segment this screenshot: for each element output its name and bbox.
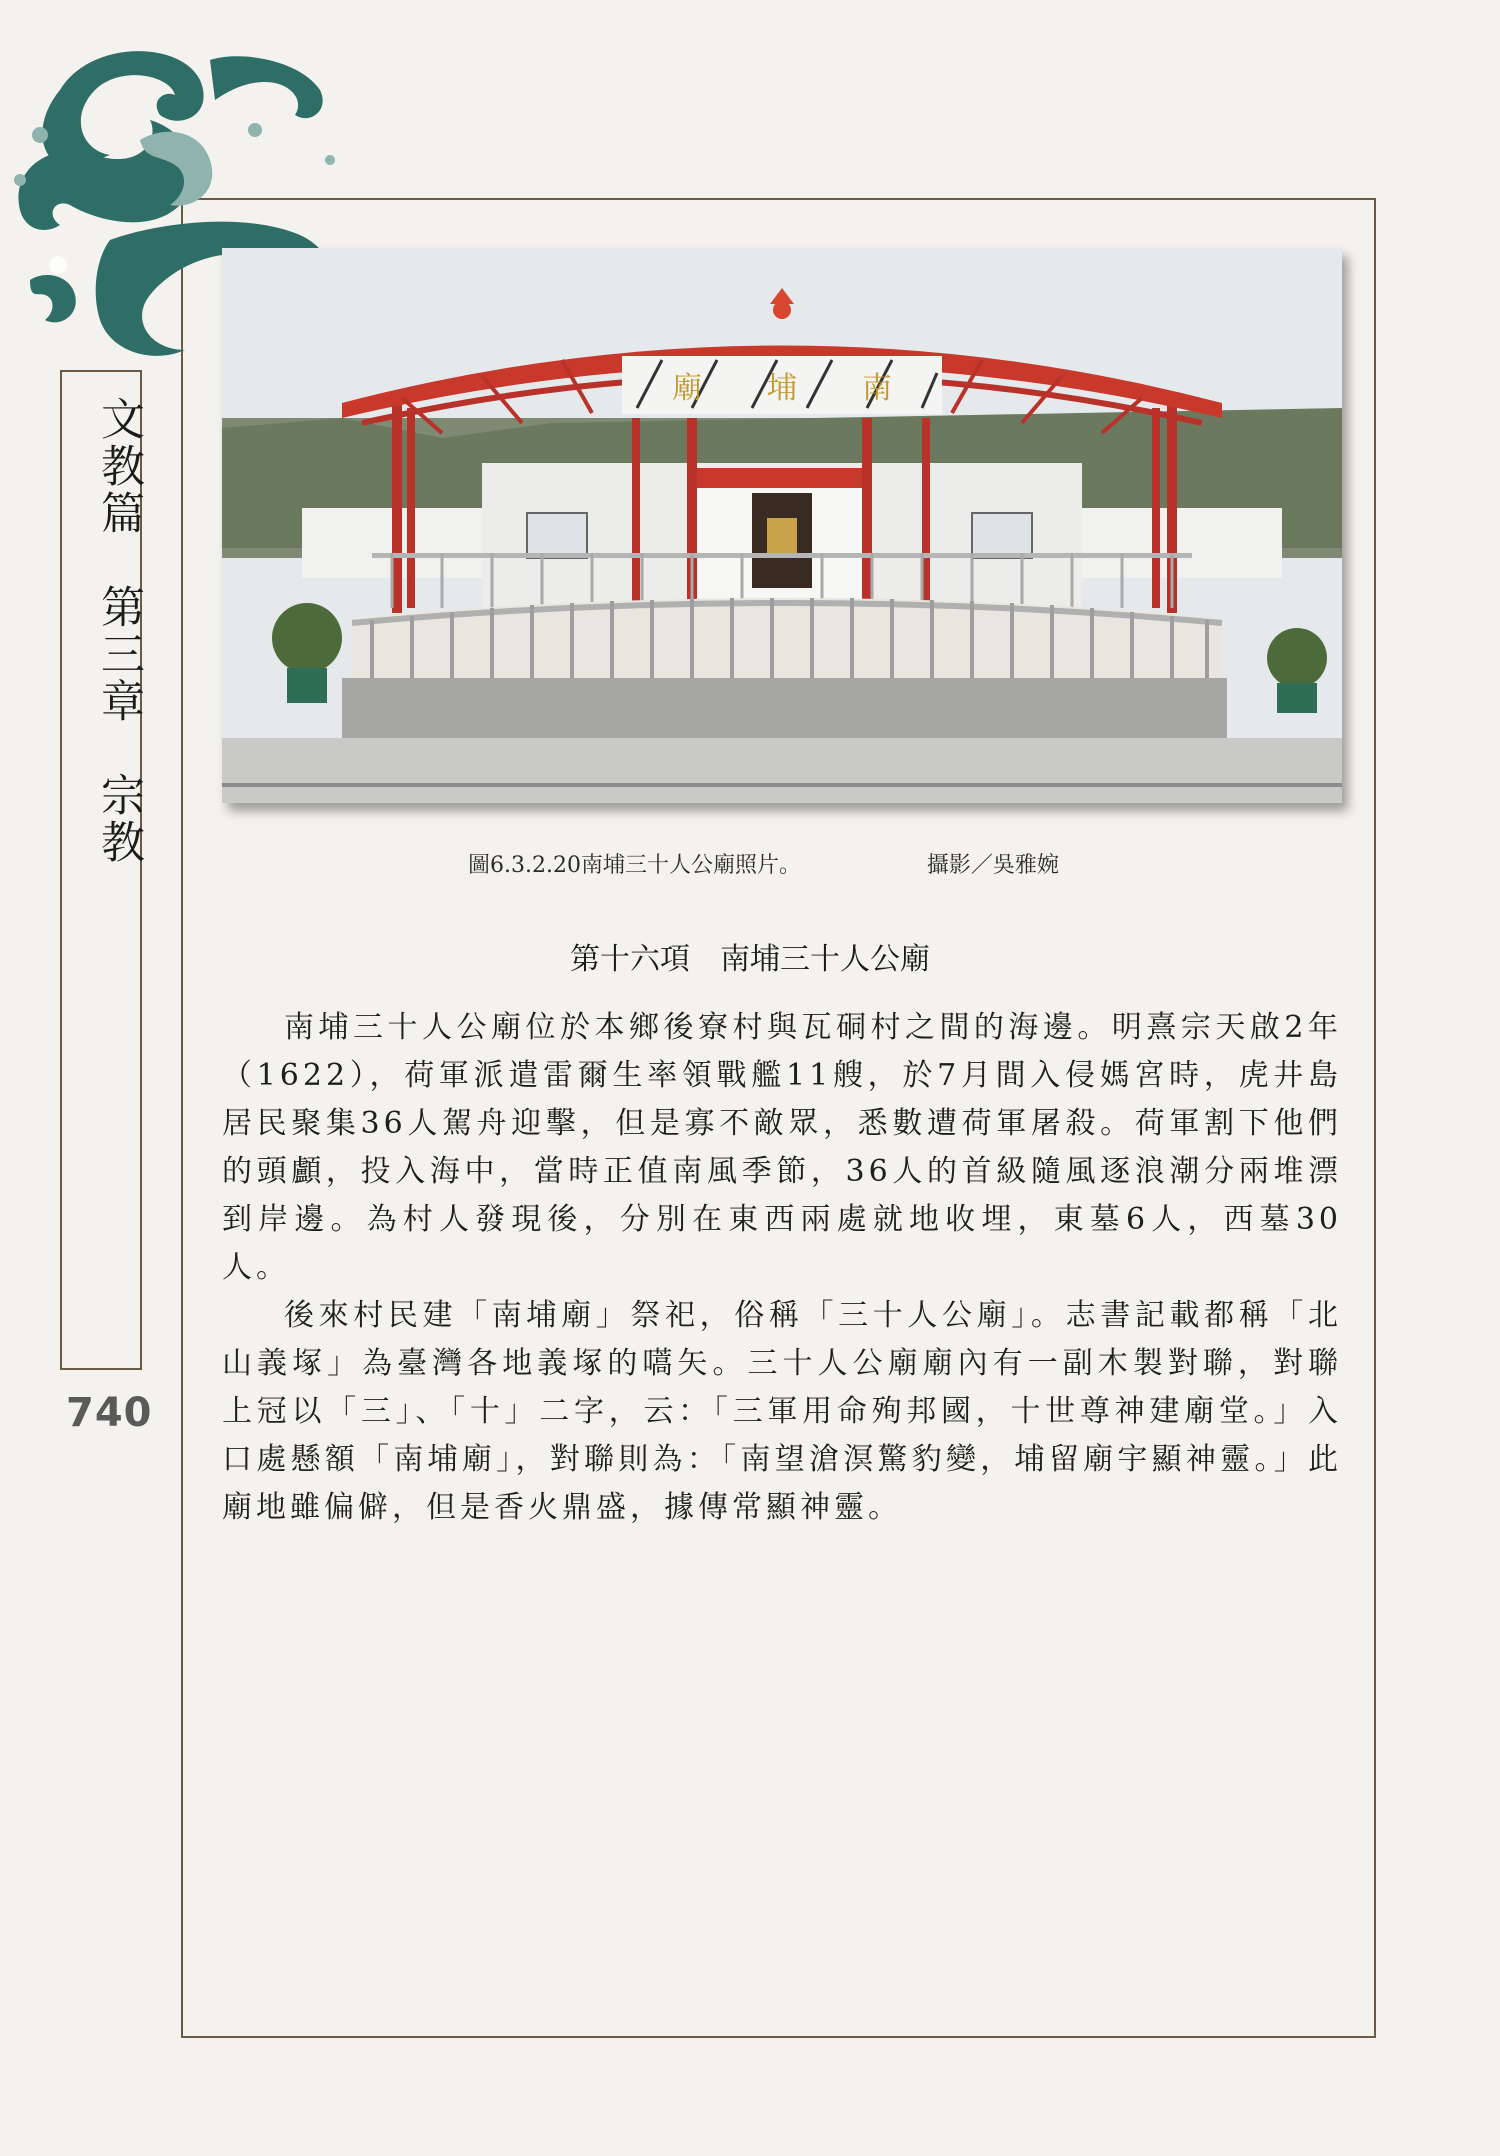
page-number: 740 (66, 1390, 153, 1436)
sign-char-1: 廟 (672, 371, 702, 406)
photo-credit: 攝影／吳雅婉 (926, 853, 1059, 878)
caption-text: 圖6.3.2.20南埔三十人公廟照片。 (468, 853, 801, 878)
sign-char-2: 埔 (767, 371, 797, 406)
paragraph-2: 後來村民建「南埔廟」祭祀，俗稱「三十人公廟」。志書記載都稱「北山義塚」為臺灣各地義塚的嚆矢。三十人公廟廟內有一副木製對聯，對聯上冠以「三」、「十」二字，云：「三軍用命殉邦國，十世尊神建廟堂。」入口處懸額「南埔廟」，對聯則為：「南望滄溟驚豹變，埔留廟宇顯神靈。」此廟地雖偏僻，但是香火鼎盛，據傳常顯神靈。 (222, 1298, 1342, 1525)
sign-char-3: 南 (862, 371, 892, 406)
paragraph-1: 南埔三十人公廟位於本鄉後寮村與瓦硐村之間的海邊。明熹宗天啟2年（1622），荷軍派遣雷爾生率領戰艦11艘，於7月間入侵媽宮時，虎井島居民聚集36人駕舟迎擊，但是寡不敵眾，悉數遭荷軍屠殺。荷軍割下他們的頭顱，投入海中，當時正值南風季節，36人的首級隨風逐浪潮分兩堆漂到岸邊。為村人發現後，分別在東西兩處就地收埋，東墓6人，西墓30人。 (222, 1010, 1342, 1285)
section-title: 第十六項 南埔三十人公廟 (570, 942, 930, 977)
chapter-side-title: 文教篇 第三章 宗教 (93, 396, 144, 866)
chapter-side-tab (60, 370, 142, 1370)
temple-photo (222, 248, 1342, 803)
photo-caption (468, 848, 1059, 879)
body-text (222, 1004, 1342, 1532)
